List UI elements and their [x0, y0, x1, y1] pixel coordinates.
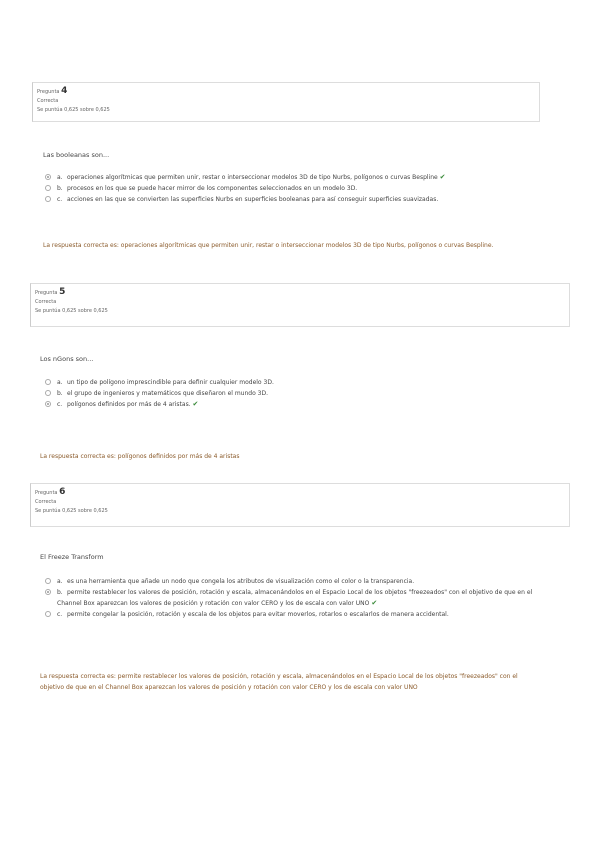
- answer-option-c[interactable]: c. acciones en las que se convierten las superficies Nurbs en superficies booleanas para así conseguir superficies suavizadas.: [45, 194, 525, 205]
- question-grade: Se puntúa 0,625 sobre 0,625: [37, 107, 110, 113]
- question-state: Correcta: [35, 299, 57, 305]
- question-text-4: Las booleanas son...: [43, 151, 110, 159]
- radio-button[interactable]: [45, 611, 51, 617]
- radio-button[interactable]: [45, 185, 51, 191]
- question-grade: Se puntúa 0,625 sobre 0,625: [35, 308, 108, 314]
- question-info-4: [32, 82, 540, 122]
- question-number: Pregunta 5: [35, 287, 66, 297]
- answer-option-b[interactable]: b. procesos en los que se puede hacer mirror de los componentes seleccionados en un modelo 3D.: [45, 183, 525, 194]
- radio-button[interactable]: [45, 589, 51, 595]
- radio-button[interactable]: [45, 578, 51, 584]
- answer-option-a[interactable]: a. es una herramienta que añade un nodo que congela los atributos de visualización como el color o la transparencia.: [45, 576, 533, 587]
- answer-list-6: [45, 576, 533, 620]
- right-answer-5: La respuesta correcta es: polígonos definidos por más de 4 aristas: [40, 453, 240, 460]
- question-text-6: El Freeze Transform: [40, 553, 104, 561]
- answer-list-4: [45, 172, 525, 205]
- question-number: Pregunta 6: [35, 487, 66, 497]
- question-info-6: [30, 483, 570, 527]
- question-state: Correcta: [37, 98, 59, 104]
- answer-option-c[interactable]: c. polígonos definidos por más de 4 aristas. ✔: [45, 399, 525, 410]
- radio-button[interactable]: [45, 379, 51, 385]
- question-number: Pregunta 4: [37, 86, 68, 96]
- radio-button[interactable]: [45, 390, 51, 396]
- radio-button[interactable]: [45, 174, 51, 180]
- answer-option-b[interactable]: b. el grupo de ingenieros y matemáticos que diseñaron el mundo 3D.: [45, 388, 525, 399]
- answer-option-b[interactable]: b. permite restablecer los valores de posición, rotación y escala, almacenándolos en el Espacio Local de los objetos "freezeados" con el objetivo de que en el Channel Box aparezcan los valores de posición y rotación con valor CERO y los de escala con valor UNO ✔: [45, 587, 533, 609]
- check-icon: ✔: [439, 173, 446, 181]
- right-answer-4: La respuesta correcta es: operaciones algorítmicas que permiten unir, restar o interseccionar modelos 3D de tipo Nurbs, polígonos o curvas Bespline.: [43, 242, 494, 249]
- check-icon: ✔: [192, 400, 199, 408]
- question-text-5: Los nGons son...: [40, 355, 94, 363]
- question-state: Correcta: [35, 499, 57, 505]
- right-answer-6: La respuesta correcta es: permite restablecer los valores de posición, rotación y escala, almacenándolos en el Espacio Local de los objetos "freezeados" con el objetivo de que en el Channel Box aparezcan los valores de posición y rotación con valor CERO y los de escala con valor UNO: [40, 673, 518, 691]
- question-grade: Se puntúa 0,625 sobre 0,625: [35, 508, 108, 514]
- question-info-5: [30, 283, 570, 327]
- radio-button[interactable]: [45, 196, 51, 202]
- answer-option-a[interactable]: a. operaciones algorítmicas que permiten unir, restar o interseccionar modelos 3D de tipo Nurbs, polígonos o curvas Bespline ✔: [45, 172, 525, 183]
- answer-list-5: [45, 377, 525, 410]
- check-icon: ✔: [371, 599, 378, 607]
- answer-option-c[interactable]: c. permite congelar la posición, rotación y escala de los objetos para evitar moverlos, rotarlos o escalarlos de manera accidental.: [45, 609, 533, 620]
- answer-option-a[interactable]: a. un tipo de polígono imprescindible para definir cualquier modelo 3D.: [45, 377, 525, 388]
- radio-button[interactable]: [45, 401, 51, 407]
